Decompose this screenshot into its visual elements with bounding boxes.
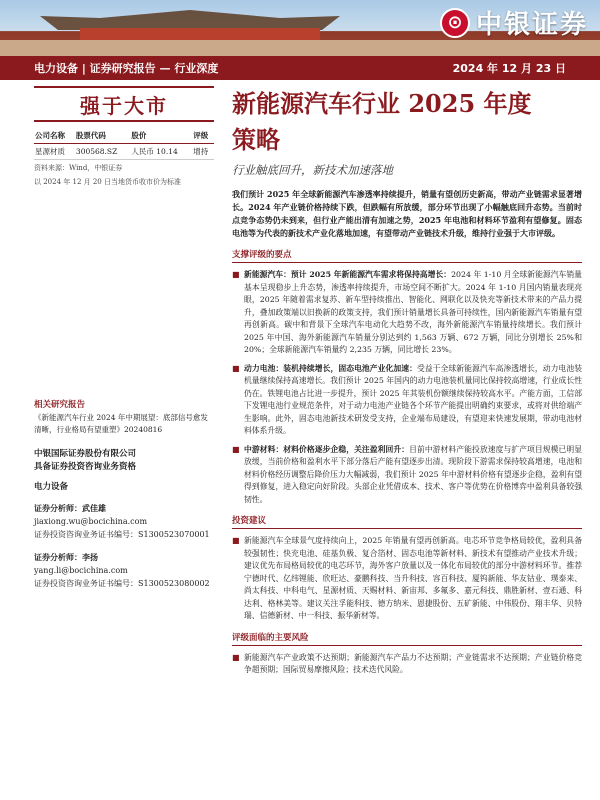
table-header-cell: 公司名称 [34,128,75,144]
company-name: 中银国际证券股份有限公司 具备证券投资咨询业务资格 [34,449,137,472]
meta-bar [0,56,600,80]
table-cell: 人民币 10.14 [130,144,192,160]
title-line-2: 策略 [232,125,280,154]
table-header-cell: 评级 [192,128,214,144]
logo-text: 中银证券 [475,10,588,40]
source-note: 资料来源：Wind，中银证券 [34,164,123,172]
analyst-1-name: 证券分析师：武佳雄 [34,503,106,513]
related-report: 《新能源汽车行业 2024 年中期展望：底部信号愈发清晰，行业格局有望重塑》20240816 [34,413,208,434]
analyst-2-name: 证券分析师：李扬 [34,552,98,562]
analyst-1-cert: 证券投资咨询业务证书编号：S1300523070001 [34,530,210,539]
point-ev [232,269,582,357]
company-logo [440,4,588,41]
analyst-2-cert: 证券投资咨询业务证书编号：S1300523080002 [34,579,210,588]
report-date: 2024 年 12 月 23 日 [452,62,566,75]
summary: 我们预计 2025 年全球新能源汽车渗透率持续提升，销量有望创历史新高，带动产业链需求显著增长。2024 年产业链价格持续下跌，但跌幅有所放缓，部分环节出现了小幅触底回升态势。当前时点竞争态势仍未到来，但行业产能出清有加速之势，2025 年电池和材料环节盈利有望修复。固态电池等为代表的新技术产业化落地加速，有望带动产业链技术升级，维持行业强于大市评级。 [232,189,582,238]
rating-title: 强于大市 [34,86,214,122]
section-investment: 投资建议 [232,514,582,529]
left-column [34,86,214,590]
table-cell: 增持 [192,144,214,160]
point-materials [232,444,582,507]
risk-body: 新能源汽车产业政策不达预期；新能源汽车产品力不达预期；产业链需求不达预期；产业链价格竞争超预期；国际贸易摩擦风险；技术迭代风险。 [244,652,582,674]
point-materials-head: 中游材料：材料价格逐步企稳，关注盈利回升： [244,444,410,454]
page-title [232,86,582,158]
header-banner [0,0,600,56]
industry-label: 电力设备 [34,482,69,492]
table-header-cell: 股价 [130,128,192,144]
investment-body: 新能源汽车全球景气度持续向上，2025 年销量有望再创新高。电芯环节竞争格局较优，盈利具备较强韧性；快充电池、硅基负极、复合箔材、固态电池等新材料、新技术有望推动产业技术升级；建议优先布局格局较优的电芯环节，海外客户放量以及一体化布局较优的部分中游材料环节。推荐宁德时代、亿纬锂能、欣旺达、豪鹏科技、当升科技、容百科技、厦钨新能、华友钴业、璞泰来、尚太科技、中科电气、星源材质、天赐材料、新宙邦、多氟多、嘉元科技、鼎胜新材、壹石通、科达利、格林美等。建议关注孚能科技、德方纳米、恩捷股份、五矿新能、中伟股份、翔丰华、贝特瑞、信德新材、中一科技、振华新材等。 [244,536,582,620]
palace-roof [40,10,340,30]
bullet-icon: ■ [232,363,240,373]
risk-list [232,652,582,677]
section-risks: 评级面临的主要风险 [232,631,582,646]
analyst-1-email[interactable]: jiaxiong.wu@bocichina.com [34,517,148,526]
table-cell: 星源材质 [34,144,75,160]
table-row [34,144,214,160]
bullet-icon: ■ [232,270,240,279]
analyst-1 [34,502,214,541]
investment-advice [232,535,582,623]
bullet-icon: ■ [232,444,240,454]
palace-wall [80,28,320,40]
stock-table [34,128,214,160]
related-title: 相关研究报告 [34,400,86,410]
title-line-1: 新能源汽车行业 2025 年度 [232,89,532,118]
bullet-icon: ■ [232,536,240,545]
table-cell: 300568.SZ [75,144,130,160]
point-battery [232,363,582,438]
point-ev-head: 新能源汽车：预计 2025 年新能源汽车需求将保持高增长： [244,270,452,279]
point-battery-head: 动力电池：装机持续增长，固态电池产业化加速： [244,363,417,373]
analyst-2 [34,551,214,590]
point-battery-body: 受益于全球新能源汽车高渗透增长，动力电池装机量继续保持高速增长。我们预计 2025 年国内的动力电池装机量同比保持较高增速，行业成长性仍在。铁锂电池占比进一步提升，预计 2025 年其装机份额继续保持较高水平。产能方面，工信部下发锂电池行业规范条件，对于动力电池产业链各个环节产能提出明确约束要求，或将对供给端产生影响。此外，固态电池新技术研发受支持，企业端布局建设，有望迎来快速发展期，带动电池材料体系升级。 [244,363,583,435]
point-materials-body: 目前中游材料产能投放速度与扩产项目规模已明显放缓，当前价格和盈利水平下部分落后产能有望逐步出清。现阶段下游需求保持较高增速，电池和材料价格经历调整后降价压力大幅减弱，我们预计 2025 年中游材料价格有望逐步企稳，盈利有望得到修复，进入稳定向好阶段。头部企业凭借成本、技术、客户等优势在价格博弈中盈利具备较强韧性。 [244,444,583,504]
table-header-cell: 股票代码 [75,128,130,144]
bullet-icon: ■ [232,652,240,662]
right-column [232,86,582,677]
point-ev-body: 2024 年 1-10 月全球新能源汽车销量基本呈现稳步上升态势，渗透率持续提升，市场空间不断扩大。2024 年 1-10 月国内销量表现亮眼，2025 年随着需求复苏、新车型持续推出、智能化、网联化以及快充等新技术带来的产品力提升，叠加政策端以旧换新的政策支持，我们预计销量增长具备可持续性，国内新能源汽车销量有望再创新高。碳中和背景下全球汽车电动化大趋势不改，海外新能源汽车销量持续增长。我们预计 2025 年中国、海外新能源汽车销量分别达到约 1,563 万辆、672 万辆，同比分别增长 25%和 20%；全球新能源汽车销量约 2,235 万辆，同比增长 23%。 [244,270,582,354]
boc-logo-icon: ⊙ [440,8,470,38]
report-category: 电力设备 | 证券研究报告 — 行业深度 [34,62,219,75]
subtitle: 行业触底回升，新技术加速落地 [232,163,393,177]
price-note: 以 2024 年 12 月 20 日当地货币收市价为标准 [34,178,181,186]
analyst-2-email[interactable]: yang.li@bocichina.com [34,566,128,575]
palace-plaza [0,40,600,56]
section-key-points: 支撑评级的要点 [232,248,582,263]
